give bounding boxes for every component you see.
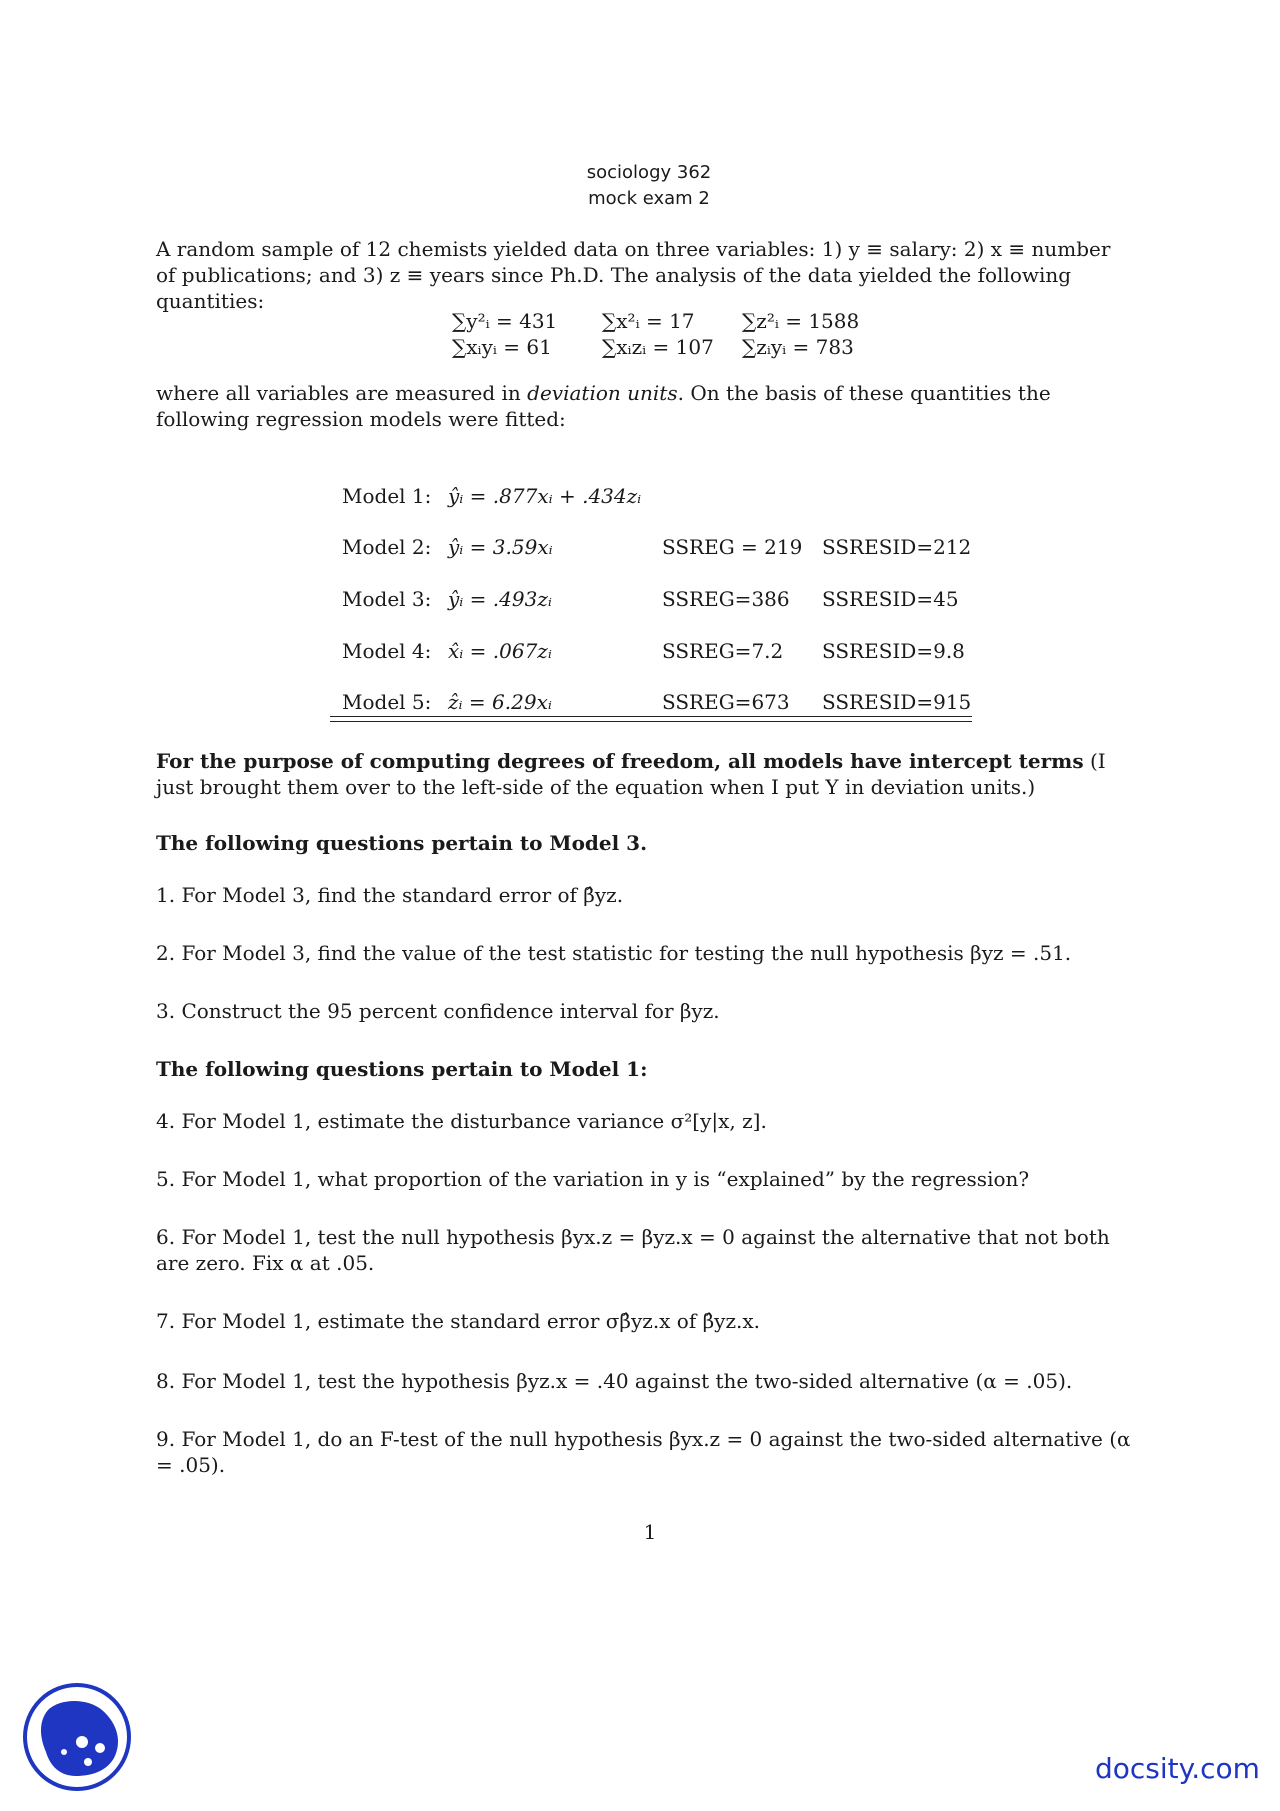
sums-row-1 <box>452 308 859 334</box>
deviation-paragraph <box>156 380 1136 432</box>
model-label: Model 1: <box>342 484 432 508</box>
model-ssreg: SSREG=673 <box>662 690 790 714</box>
brand-link[interactable]: docsity.com <box>1095 1752 1260 1785</box>
model-row <box>342 687 972 717</box>
question-4: 4. For Model 1, estimate the disturbance variance σ²[y|x, z]. <box>156 1109 767 1133</box>
sum-xy: ∑xᵢyᵢ = 61 <box>452 335 552 359</box>
sum-xx: ∑x²ᵢ = 17 <box>602 309 695 333</box>
question-1: 1. For Model 3, find the standard error of β̂yz. <box>156 883 624 907</box>
model-ssresid: SSRESID=212 <box>822 535 972 559</box>
deviation-text-2: . On the basis of these quantities the following regression models were fitted: <box>156 381 1051 431</box>
model-row <box>342 481 972 511</box>
df-note <box>156 748 1136 800</box>
sums-row-2 <box>452 334 859 360</box>
model-equation: ŷᵢ = 3.59xᵢ <box>448 535 553 559</box>
sum-zy: ∑zᵢyᵢ = 783 <box>742 335 854 359</box>
model-row <box>342 584 972 614</box>
model-ssreg: SSREG = 219 <box>662 535 803 559</box>
sum-yy: ∑y²ᵢ = 431 <box>452 309 558 333</box>
model-equation: ŷᵢ = .493zᵢ <box>448 587 552 611</box>
table-rule-bottom <box>330 721 972 722</box>
df-note-bold: For the purpose of computing degrees of freedom, all models have intercept terms <box>156 749 1084 773</box>
course-title: sociology 362 <box>586 162 712 183</box>
question-7: 7. For Model 1, estimate the standard error σβ̂yz.x of β̂yz.x. <box>156 1309 761 1333</box>
sum-zz: ∑z²ᵢ = 1588 <box>742 309 860 333</box>
model-row <box>342 532 972 562</box>
model-label: Model 4: <box>342 639 432 663</box>
question-3: 3. Construct the 95 percent confidence interval for βyz. <box>156 999 720 1023</box>
model-ssresid: SSRESID=45 <box>822 587 959 611</box>
deviation-text-1: where all variables are measured in <box>156 381 528 405</box>
model-ssreg: SSREG=386 <box>662 587 790 611</box>
model-label: Model 5: <box>342 690 432 714</box>
question-8: 8. For Model 1, test the hypothesis βyz.x = .40 against the two-sided alternative (α = .05). <box>156 1369 1073 1393</box>
df-note-rest: (I just brought them over to the left-side of the equation when I put Y in deviation units.) <box>156 749 1106 799</box>
sums-block <box>452 308 859 360</box>
model-row <box>342 636 972 666</box>
table-rule-top <box>330 716 972 717</box>
sum-xz: ∑xᵢzᵢ = 107 <box>602 335 714 359</box>
model-label: Model 2: <box>342 535 432 559</box>
question-5: 5. For Model 1, what proportion of the variation in y is “explained” by the regression? <box>156 1167 1030 1191</box>
page-number: 1 <box>643 1520 657 1544</box>
model-label: Model 3: <box>342 587 432 611</box>
question-6: 6. For Model 1, test the null hypothesis βyx.z = βyz.x = 0 against the alternative that not both are zero. Fix α at .05. <box>156 1225 1110 1275</box>
model-equation: ŷᵢ = .877xᵢ + .434zᵢ <box>448 484 642 508</box>
model-equation: ẑᵢ = 6.29xᵢ <box>448 690 552 714</box>
intro-paragraph: A random sample of 12 chemists yielded data on three variables: 1) y ≡ salary: 2) x ≡ number of publications; and 3) z ≡ years since Ph.D. The analysis of the data yielded the following quantities: <box>156 237 1111 313</box>
docsity-logo-icon <box>20 1680 135 1795</box>
model-ssreg: SSREG=7.2 <box>662 639 784 663</box>
section-heading-model-1: The following questions pertain to Model 1: <box>156 1057 648 1081</box>
section-heading-model-3: The following questions pertain to Model 3. <box>156 831 648 855</box>
question-9: 9. For Model 1, do an F-test of the null hypothesis βyx.z = 0 against the two-sided alternative (α = .05). <box>156 1427 1131 1477</box>
document-header <box>0 160 1280 212</box>
question-2: 2. For Model 3, find the value of the test statistic for testing the null hypothesis βyz = .51. <box>156 941 1072 965</box>
deviation-units-term: deviation units <box>527 381 678 405</box>
model-ssresid: SSRESID=9.8 <box>822 639 965 663</box>
model-equation: x̂ᵢ = .067zᵢ <box>448 639 552 663</box>
model-ssresid: SSRESID=915 <box>822 690 972 714</box>
exam-title: mock exam 2 <box>588 188 710 209</box>
